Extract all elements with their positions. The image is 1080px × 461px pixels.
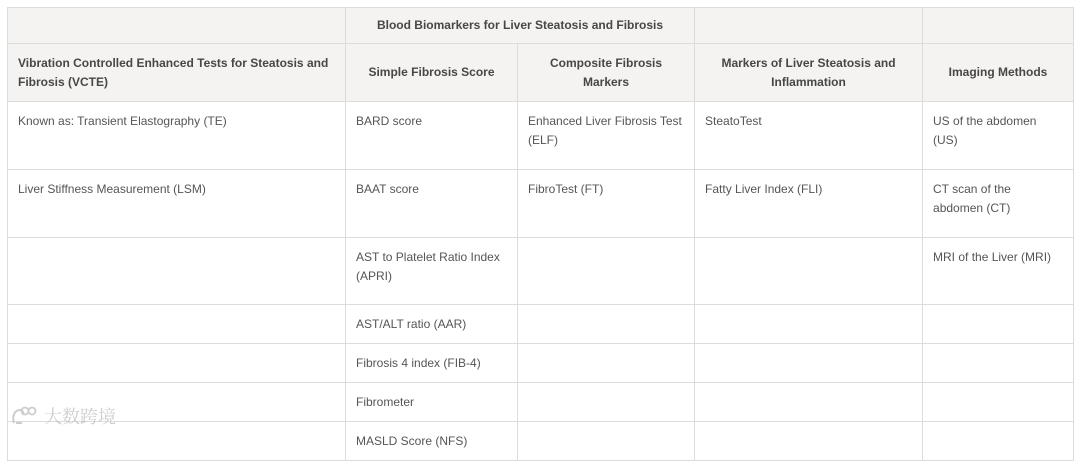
table-cell: Fatty Liver Index (FLI) xyxy=(695,170,923,238)
column-header-composite-fibrosis-markers: Composite Fibrosis Markers xyxy=(518,44,695,102)
table-cell: US of the abdomen (US) xyxy=(923,102,1074,170)
table-row xyxy=(8,344,1074,383)
table-cell xyxy=(695,422,923,461)
header-empty-cell xyxy=(8,8,346,44)
table-cell xyxy=(695,344,923,383)
table-cell: BAAT score xyxy=(346,170,518,238)
table-cell: Fibrosis 4 index (FIB-4) xyxy=(346,344,518,383)
table-cell xyxy=(518,344,695,383)
table-cell: CT scan of the abdomen (CT) xyxy=(923,170,1074,238)
table-row xyxy=(8,383,1074,422)
biomarkers-table xyxy=(7,7,1074,461)
header-empty-cell xyxy=(695,8,923,44)
table-cell xyxy=(8,344,346,383)
column-header-vcte: Vibration Controlled Enhanced Tests for Steatosis and Fibrosis (VCTE) xyxy=(8,44,346,102)
table-row xyxy=(8,102,1074,170)
table-cell xyxy=(518,305,695,344)
table-row xyxy=(8,238,1074,305)
column-header-simple-fibrosis-score: Simple Fibrosis Score xyxy=(346,44,518,102)
table-cell xyxy=(8,238,346,305)
table-cell xyxy=(923,305,1074,344)
table-cell xyxy=(518,422,695,461)
table-cell: MRI of the Liver (MRI) xyxy=(923,238,1074,305)
column-header-steatosis-markers: Markers of Liver Steatosis and Inflammation xyxy=(695,44,923,102)
table-cell xyxy=(8,305,346,344)
table-cell: Known as: Transient Elastography (TE) xyxy=(8,102,346,170)
table-cell xyxy=(518,383,695,422)
table-cell: Enhanced Liver Fibrosis Test (ELF) xyxy=(518,102,695,170)
table-cell xyxy=(695,305,923,344)
header-empty-cell xyxy=(923,8,1074,44)
column-header-row xyxy=(8,44,1074,102)
table-cell xyxy=(923,422,1074,461)
table-row xyxy=(8,305,1074,344)
table-cell: AST/ALT ratio (AAR) xyxy=(346,305,518,344)
group-header-blood-biomarkers: Blood Biomarkers for Liver Steatosis and Fibrosis xyxy=(346,8,695,44)
table-cell: BARD score xyxy=(346,102,518,170)
table-cell: MASLD Score (NFS) xyxy=(346,422,518,461)
table-cell: Liver Stiffness Measurement (LSM) xyxy=(8,170,346,238)
watermark-text: 大数跨境 xyxy=(44,407,116,428)
table-cell: Fibrometer xyxy=(346,383,518,422)
table-cell: FibroTest (FT) xyxy=(518,170,695,238)
watermark xyxy=(10,401,150,431)
table-row xyxy=(8,422,1074,461)
table-cell: SteatoTest xyxy=(695,102,923,170)
table-cell xyxy=(923,344,1074,383)
table-cell xyxy=(695,383,923,422)
table-row xyxy=(8,170,1074,238)
table-cell xyxy=(518,238,695,305)
table-cell: AST to Platelet Ratio Index (APRI) xyxy=(346,238,518,305)
watermark-logo-icon xyxy=(10,405,40,427)
group-header-row xyxy=(8,8,1074,44)
column-header-imaging-methods: Imaging Methods xyxy=(923,44,1074,102)
table-cell xyxy=(695,238,923,305)
table-cell xyxy=(923,383,1074,422)
